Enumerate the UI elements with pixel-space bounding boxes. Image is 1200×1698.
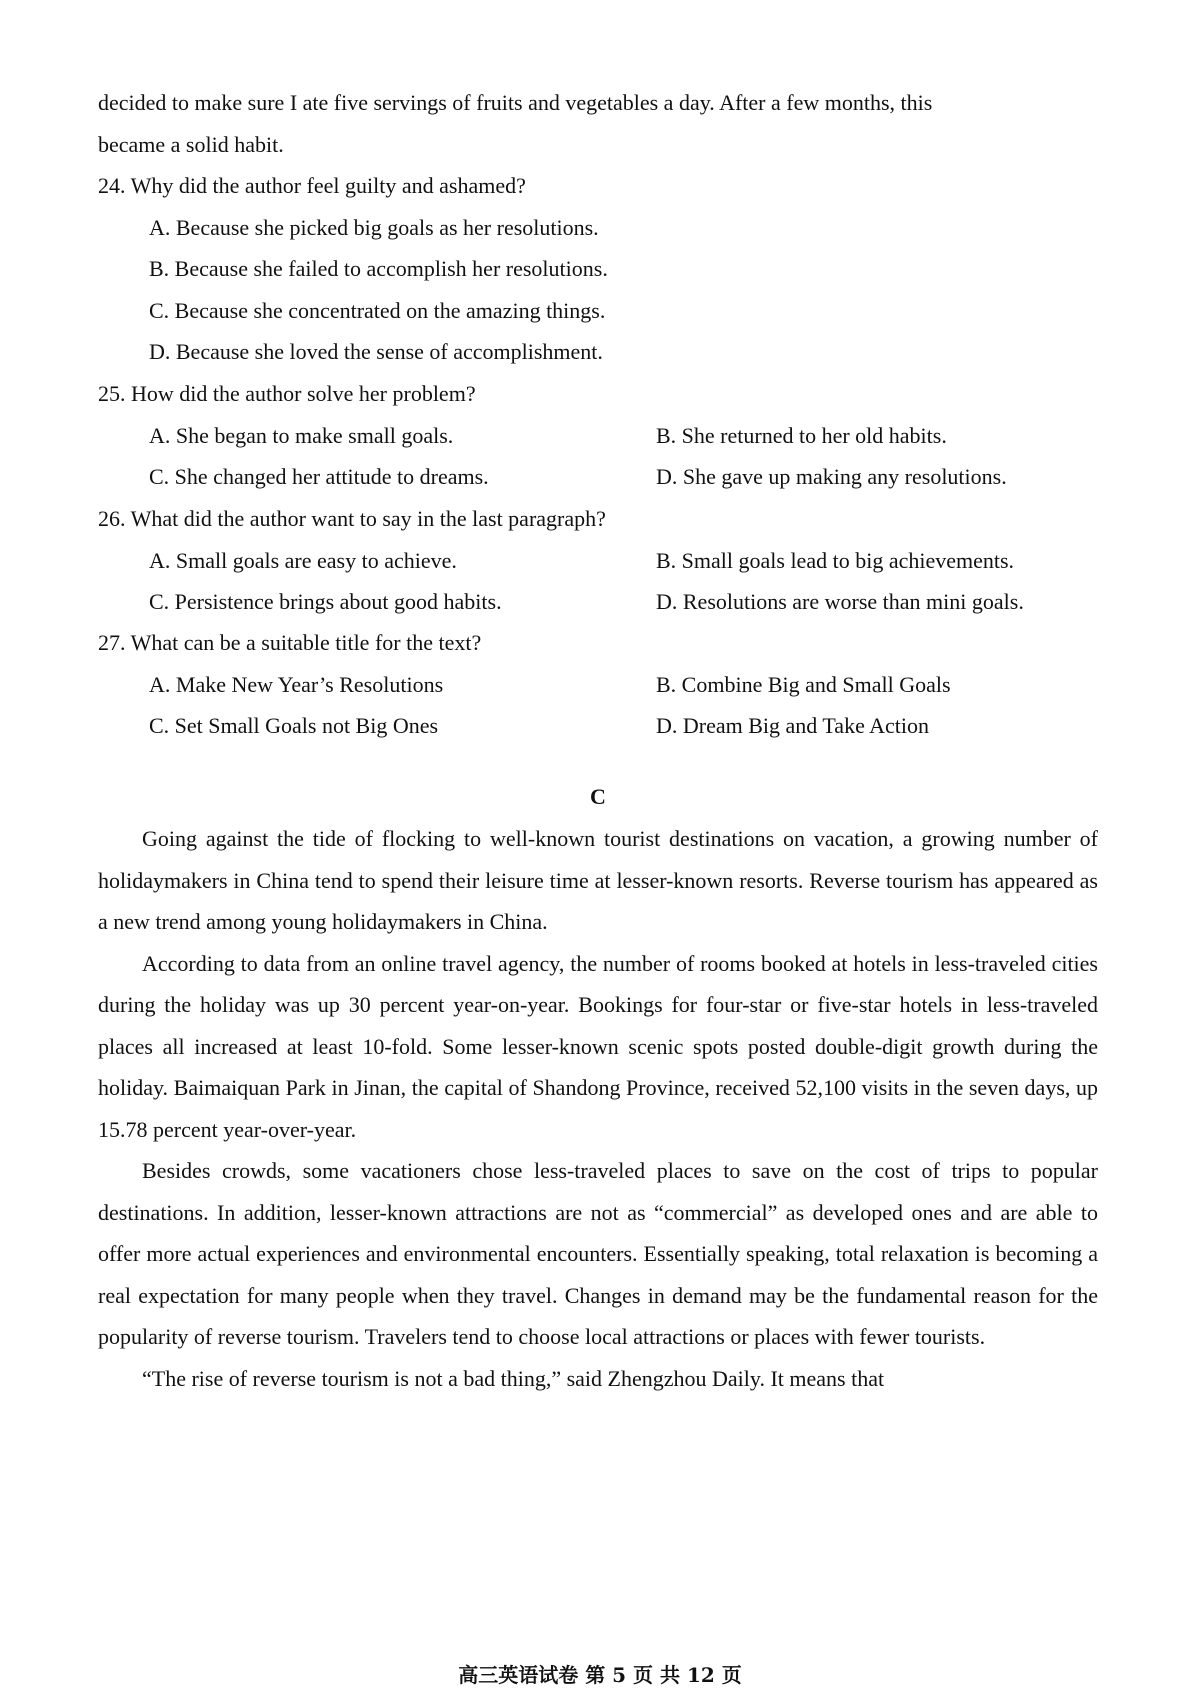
option-c: C. She changed her attitude to dreams. (149, 464, 489, 489)
question-stem: 25. How did the author solve her problem? (98, 381, 476, 406)
option-b: B. Because she failed to accomplish her resolutions. (149, 256, 608, 281)
question-26 (98, 498, 1098, 623)
option-row (98, 664, 1098, 706)
option-a: A. Because she picked big goals as her resolutions. (149, 214, 599, 240)
option-row (98, 705, 1098, 747)
option-c: C. Persistence brings about good habits. (149, 589, 502, 614)
question-stem: 26. What did the author want to say in the last paragraph? (98, 506, 606, 531)
option-d: D. Dream Big and Take Action (656, 713, 929, 738)
passage-paragraph: According to data from an online travel agency, the number of rooms booked at hotels in less-traveled cities during the holiday was up 30 percent year-on-year. Bookings for four-star or five-star hotels in less-traveled places all increased at least 10-fold. Some lesser-known scenic spots posted double-digit growth during the holiday. Baimaiquan Park in Jinan, the capital of Shandong Province, received 52,100 visits in the seven days, up 15.78 percent year-over-year. (98, 950, 1098, 1142)
option-b: B. Combine Big and Small Goals (656, 671, 951, 697)
option-d: D. She gave up making any resolutions. (656, 464, 1007, 489)
option-a: A. Make New Year’s Resolutions (149, 671, 444, 697)
option-d: D. Because she loved the sense of accomplishment. (149, 339, 603, 364)
option-row (98, 456, 1098, 498)
intro-line: became a solid habit. (98, 131, 284, 157)
passage-paragraph: Going against the tide of flocking to well-known tourist destinations on vacation, a growing number of holidaymakers in China tend to spend their leisure time at lesser-known resorts. Reverse tourism has appeared as a new trend among young holidaymakers in China. (98, 826, 1098, 934)
option-a: A. Small goals are easy to achieve. (149, 547, 457, 573)
passage-paragraph: Besides crowds, some vacationers chose less-traveled places to save on the cost of trips to popular destinations. In addition, lesser-known attractions are not as “commercial” as developed ones and are able to offer more actual experiences and environmental encounters. Essentially speaking, total relaxation is becoming a real expectation for many people when they travel. Changes in demand may be the fundamental reason for the popularity of reverse tourism. Travelers tend to choose local attractions or places with fewer tourists. (98, 1158, 1098, 1349)
option-c: C. Set Small Goals not Big Ones (149, 713, 439, 738)
option-b: B. Small goals lead to big achievements. (656, 547, 1015, 573)
option-c: C. Because she concentrated on the amazing things. (149, 297, 606, 323)
question-27 (98, 622, 1098, 747)
question-25 (98, 373, 1098, 498)
intro-text (98, 82, 1098, 165)
option-a: A. She began to make small goals. (149, 422, 454, 448)
option-b: B. She returned to her old habits. (656, 422, 947, 448)
passage-c (98, 818, 1098, 1399)
question-stem: 24. Why did the author feel guilty and ashamed? (98, 173, 526, 198)
option-row (98, 540, 1098, 582)
passage-paragraph: “The rise of reverse tourism is not a bad thing,” said Zhengzhou Daily. It means that (142, 1365, 885, 1391)
page-footer: 高三英语试卷 第 5 页 共 12 页 (458, 1663, 742, 1687)
intro-line: decided to make sure I ate five servings of fruits and vegetables a day. After a few months, this (98, 90, 933, 115)
option-row (98, 415, 1098, 457)
question-24 (98, 165, 1098, 373)
question-stem: 27. What can be a suitable title for the text? (98, 630, 482, 655)
option-row (98, 581, 1098, 623)
option-d: D. Resolutions are worse than mini goals. (656, 589, 1024, 614)
section-heading: C (590, 784, 606, 809)
